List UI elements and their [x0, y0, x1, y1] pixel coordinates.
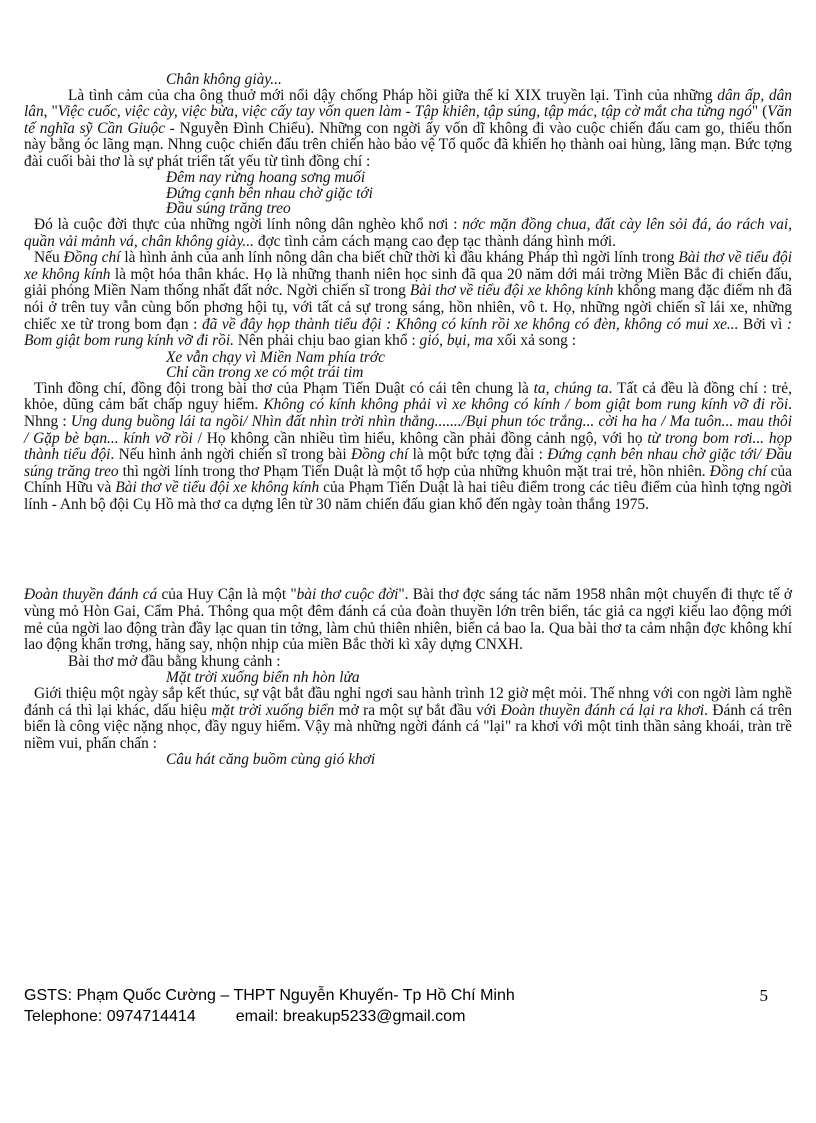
paragraph: Đó là cuộc đời thực của những ngời lính nông dân nghèo khổ nơi : nớc mặn đồng chua, đất cày lên sỏi đá, áo rách vai, quần vải mảnh vá, chân không giày... đợc tình cảm cách mạng cao đẹp tạc thành dáng hình mới. [24, 215, 792, 250]
footer-email: email: breakup5233@gmail.com [235, 1008, 466, 1025]
verse-block [24, 350, 792, 381]
paragraph: Đoàn thuyền đánh cá của Huy Cận là một "bài thơ cuộc đời". Bài thơ đợc sáng tác năm 1958 nhân một chuyến đi thực tế ở vùng mỏ Hòn Gai, Cẩm Phả. Thông qua một đêm đánh cá của đoàn thuyền lớn trên biển, tác giả ca ngợi kiểu lao động mới mẻ của ngời lao động tràn đầy lạc quan tin tởng, làm chủ thiên nhiên, biển cả bao la. Qua bài thơ ta cảm nhận đợc không khí lao động khẩn trơng, hăng say, nhộn nhịp của miền Bắc thời kì xây dựng CNXH. [24, 586, 792, 654]
verse-line: Xe vẫn chạy vì Miền Nam phía trớc [166, 348, 385, 366]
footer-phone: Telephone: 0974714414 [24, 1008, 196, 1025]
verse-block [24, 72, 792, 88]
verse-line: Chân không giày... [166, 71, 282, 88]
verse-line: Mặt trời xuống biển nh hòn lửa [166, 669, 360, 687]
verse-block [24, 752, 792, 768]
verse-line: Đêm nay rừng hoang sơng muối [166, 169, 366, 187]
verse-line: Đứng cạnh bên nhau chờ giặc tới [166, 184, 373, 202]
section-gap [24, 513, 792, 587]
verse-line: Chỉ cần trong xe có một trái tim [166, 364, 364, 382]
document-body [24, 72, 792, 768]
page-number: 5 [759, 986, 768, 1005]
paragraph: Bài thơ mở đầu bằng khung cảnh : [68, 652, 281, 670]
paragraph: Giới thiệu một ngày sắp kết thúc, sự vật bắt đầu nghỉ ngơi sau hành trình 12 giờ mệt mỏi. Thế nhng với con ngời làm nghề đánh cá thì lại khác, dấu hiệu mặt trời xuống biển mở ra một sự bắt đầu với Đoàn thuyền đánh cá lại ra khơi. Đánh cá trên biển là công việc nặng nhọc, đầy nguy hiểm. Vậy mà những ngời đánh cá "lại" ra khơi với một tinh thần sảng khoái, tràn trề niềm vui, phấn chấn : [24, 684, 792, 752]
page-footer [24, 985, 792, 1027]
verse-block [24, 170, 792, 217]
verse-block [24, 670, 792, 686]
paragraph: Tình đồng chí, đồng đội trong bài thơ của Phạm Tiến Duật có cái tên chung là ta, chúng ta. Tất cả đều là đồng chí : trẻ, khỏe, dũng cảm bất chấp nguy hiểm. Không có kính không phải vì xe không có kính / bom giật bom rung kính vỡ đi rồi. Nhng : Ung dung buồng lái ta ngồi/ Nhìn đất nhìn trời nhìn thẳng......./Bụi phun tóc trắng... cời ha ha / Ma tuôn... mau thôi / Gặp bè bạn... kính vỡ rồi / Họ không cần nhiều tìm hiểu, không cần phải đồng cảnh ngộ, với họ từ trong bom rơi... họp thành tiểu đội. Nếu hình ảnh ngời chiến sĩ trong bài Đồng chí là một bức tợng đài : Đứng cạnh bên nhau chờ giặc tới/ Đầu súng trăng treo thì ngời lính trong thơ Phạm Tiến Duật là một tổ hợp của những khuôn mặt trai trẻ, hồn nhiên. Đồng chí của Chính Hữu và Bài thơ về tiểu đội xe không kính của Phạm Tiến Duật là hai tiêu điểm trong các tiêu điểm của hình tợng ngời lính - Anh bộ đội Cụ Hồ mà thơ ca dựng lên từ 30 năm chiến đấu gian khổ đến ngày toàn thắng 1975. [24, 379, 792, 513]
paragraph: Là tình cảm của cha ông thuở mới nổi dậy chống Pháp hồi giữa thế kỉ XIX truyền lại. Tình của những dân ấp, dân lân, "Việc cuốc, việc cày, việc bừa, việc cấy tay vốn quen làm - Tập khiên, tập súng, tập mác, tập cờ mắt cha từng ngó" (Văn tế nghĩa sỹ Cần Giuộc - Nguyễn Đình Chiểu). Những con ngời ấy vốn dĩ không đi vào cuộc chiến đấu cam go, thiếu thốn này bằng óc lãng mạn. Nhng cuộc chiến đấu trên chiến hào bảo vệ Tổ quốc đã khiến họ thành oai hùng, lãng mạn. Bức tợng đài cuối bài thơ là sự phát triển tất yếu từ tình đồng chí : [24, 86, 792, 170]
footer-contact [24, 1006, 792, 1027]
paragraph: Nếu Đồng chí là hình ảnh của anh lính nông dân cha biết chữ thời kì đầu kháng Pháp thì ngời lính trong Bài thơ về tiểu đội xe không kính là một hóa thân khác. Họ là những thanh niên học sinh đã qua 20 năm dới mái trờng Miền Bắc đi chiến đấu, giải phóng Miền Nam thống nhất đất nớc. Ngời chiến sĩ trong Bài thơ về tiểu đội xe không kính không mang đặc điểm nh đã nói ở trên tuy vẫn cùng bốn phơng hội tụ, với tất cả sự trong sáng, hồn nhiên, vô t. Họ, những ngời chiến sĩ lái xe, những chiếc xe từ trong bom đạn : đã về đây họp thành tiểu đội : Không có kính rồi xe không có đèn, không có mui xe... Bởi vì : Bom giật bom rung kính vỡ đi rồi. Nên phải chịu bao gian khổ : gió, bụi, ma xối xả song : [24, 249, 793, 350]
verse-line: Câu hát căng buồm cùng gió khơi [166, 751, 376, 769]
footer-author: GSTS: Phạm Quốc Cường – THPT Nguyễn Khuyến- Tp Hồ Chí Minh [24, 987, 515, 1004]
verse-line: Đầu súng trăng treo [166, 200, 291, 218]
